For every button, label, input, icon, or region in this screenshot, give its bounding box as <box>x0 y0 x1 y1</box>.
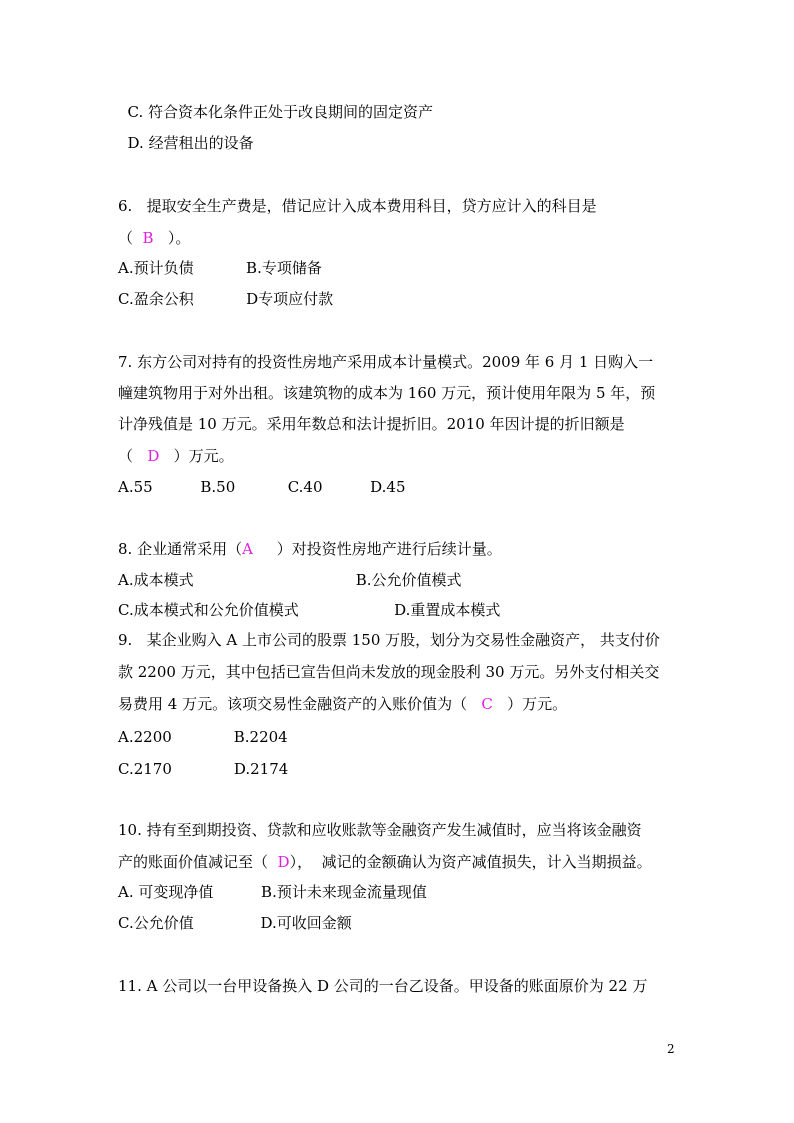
question-6-answer-line: （ B ）。 <box>118 229 191 247</box>
option-line: A.55 B.50 C.40 D.45 <box>118 478 406 496</box>
option-line: A.2200 B.2204 <box>118 728 288 746</box>
question-7-answer-line: （ D ）万元。 <box>118 447 234 465</box>
option-line: C.成本模式和公允价值模式 D.重置成本模式 <box>118 601 501 619</box>
option-line: C.公允价值 D.可收回金额 <box>118 914 352 932</box>
question-6-text: 6. 提取安全生产费是，借记应计入成本费用科目，贷方应计入的科目是 <box>118 197 597 215</box>
question-9-text: 9. 某企业购入 A 上市公司的股票 150 万股，划分为交易性金融资产， 共支付价 <box>118 631 660 649</box>
page-number: 2 <box>667 1042 675 1056</box>
option-line: D. 经营租出的设备 <box>118 134 254 152</box>
question-8-text: 8. 企业通常采用（A ）对投资性房地产进行后续计量。 <box>118 540 502 558</box>
option-line: C.2170 D.2174 <box>118 760 289 778</box>
option-line: C. 符合资本化条件正处于改良期间的固定资产 <box>118 103 434 121</box>
answer-letter: B <box>142 229 154 247</box>
question-10-text: 10. 持有至到期投资、贷款和应收账款等金融资产发生减值时，应当将该金融资 <box>118 821 642 839</box>
question-7-text: 7. 东方公司对持有的投资性房地产采用成本计量模式。2009 年 6 月 1 日购入一 <box>118 353 654 371</box>
answer-letter: D <box>147 447 160 465</box>
option-line: A.预计负债 B.专项储备 <box>118 259 322 277</box>
question-7-text: 幢建筑物用于对外出租。该建筑物的成本为 160 万元，预计使用年限为 5 年，预 <box>118 384 656 402</box>
option-line: C.盈余公积 D专项应付款 <box>118 290 334 308</box>
option-line: A.成本模式 B.公允价值模式 <box>118 571 462 589</box>
question-11-text: 11. A 公司以一台甲设备换入 D 公司的一台乙设备。甲设备的账面原价为 22 万 <box>118 977 648 995</box>
answer-letter: A <box>242 540 253 558</box>
question-9-answer-line: 易费用 4 万元。该项交易性金融资产的入账价值为（ C ）万元。 <box>118 695 568 713</box>
option-line: A. 可变现净值 B.预计未来现金流量现值 <box>118 883 427 901</box>
answer-letter: D <box>277 853 290 871</box>
question-10-answer-line: 产的账面价值减记至（ D）， 减记的金额确认为资产减值损失，计入当期损益。 <box>118 853 652 871</box>
question-9-text: 款 2200 万元，其中包括已宣告但尚未发放的现金股利 30 万元。另外支付相关交 <box>118 663 660 681</box>
answer-letter: C <box>481 695 493 713</box>
question-7-text: 计净残值是 10 万元。采用年数总和法计提折旧。2010 年因计提的折旧额是 <box>118 415 625 433</box>
